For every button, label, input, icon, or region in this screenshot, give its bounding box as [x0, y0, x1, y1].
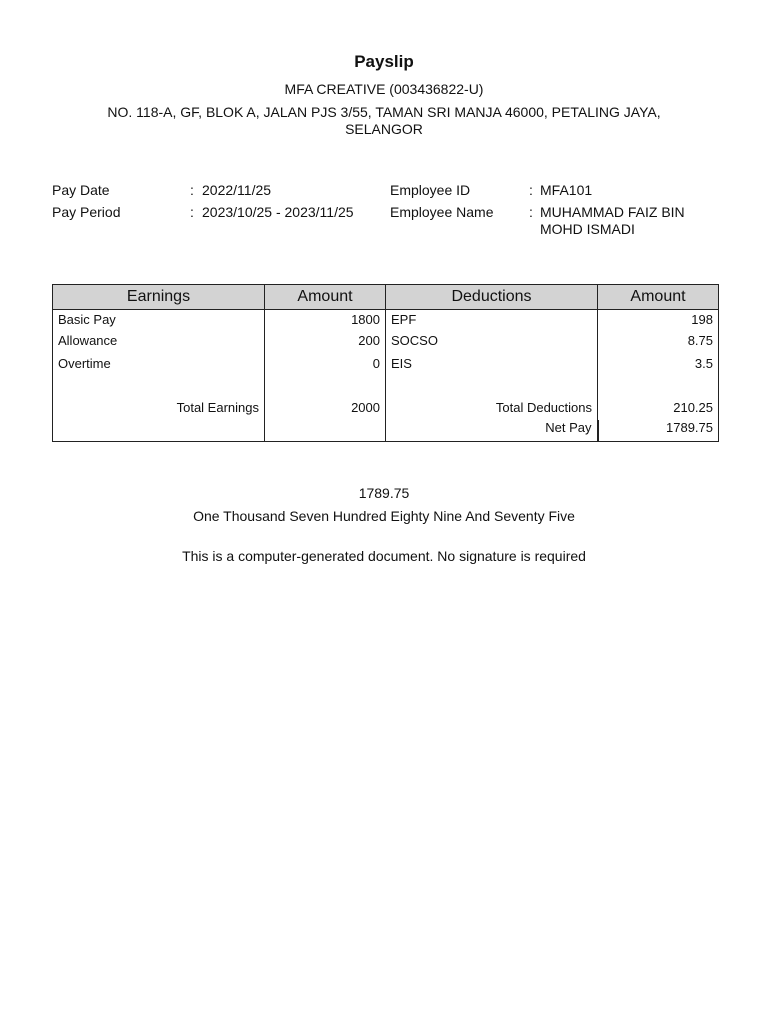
earnings-amount-header: Amount: [265, 285, 386, 310]
net-pay-value: 1789.75: [598, 420, 719, 442]
computer-generated-note: This is a computer-generated document. No signature is required: [182, 548, 586, 564]
table-row: [53, 356, 719, 400]
empty-cell: [53, 420, 265, 442]
employee-name-colon: :: [529, 204, 533, 220]
earning-amount: 0: [265, 356, 386, 400]
company-address: NO. 118-A, GF, BLOK A, JALAN PJS 3/55, TAMAN SRI MANJA 46000, PETALING JAYA, SELANGOR: [107, 104, 661, 137]
deduction-amount: 8.75: [598, 333, 719, 356]
deduction-item: EIS: [386, 356, 598, 400]
deduction-item: EPF: [386, 310, 598, 333]
net-pay-in-words: One Thousand Seven Hundred Eighty Nine And Seventy Five: [193, 508, 575, 524]
earning-item: Overtime: [53, 356, 265, 400]
deductions-header: Deductions: [386, 285, 598, 310]
pay-date-value: 2022/11/25: [202, 182, 272, 198]
employee-id-value: MFA101: [540, 182, 593, 198]
employee-id-colon: :: [529, 182, 533, 198]
totals-row: [53, 400, 719, 420]
pay-date-colon: :: [190, 182, 194, 198]
earnings-header: Earnings: [53, 285, 265, 310]
total-earnings-label: Total Earnings: [53, 400, 265, 420]
table-row: [53, 333, 719, 356]
deduction-item: SOCSO: [386, 333, 598, 356]
deduction-amount: 198: [598, 310, 719, 333]
company-name: MFA CREATIVE (003436822-U): [284, 81, 484, 97]
payslip-table: [52, 284, 719, 442]
deduction-amount: 3.5: [598, 356, 719, 400]
employee-name-label: Employee Name: [390, 204, 494, 220]
net-pay-label: Net Pay: [386, 420, 598, 442]
earning-amount: 200: [265, 333, 386, 356]
page-title: Payslip: [354, 52, 414, 71]
pay-date-label: Pay Date: [52, 182, 110, 198]
earning-amount: 1800: [265, 310, 386, 333]
total-deductions-value: 210.25: [598, 400, 719, 420]
empty-cell: [265, 420, 386, 442]
pay-period-colon: :: [190, 204, 194, 220]
pay-period-label: Pay Period: [52, 204, 121, 220]
pay-period-value: 2023/10/25 - 2023/11/25: [202, 204, 354, 220]
table-row: [53, 310, 719, 333]
employee-name-value-line2: MOHD ISMADI: [540, 221, 635, 237]
earning-item: Basic Pay: [53, 310, 265, 333]
deductions-amount-header: Amount: [598, 285, 719, 310]
employee-name-value-line1: MUHAMMAD FAIZ BIN: [540, 204, 685, 220]
net-pay-row: [53, 420, 719, 442]
earning-item: Allowance: [53, 333, 265, 356]
total-deductions-label: Total Deductions: [386, 400, 598, 420]
total-earnings-value: 2000: [265, 400, 386, 420]
net-pay-amount: 1789.75: [358, 485, 410, 501]
employee-id-label: Employee ID: [390, 182, 471, 198]
